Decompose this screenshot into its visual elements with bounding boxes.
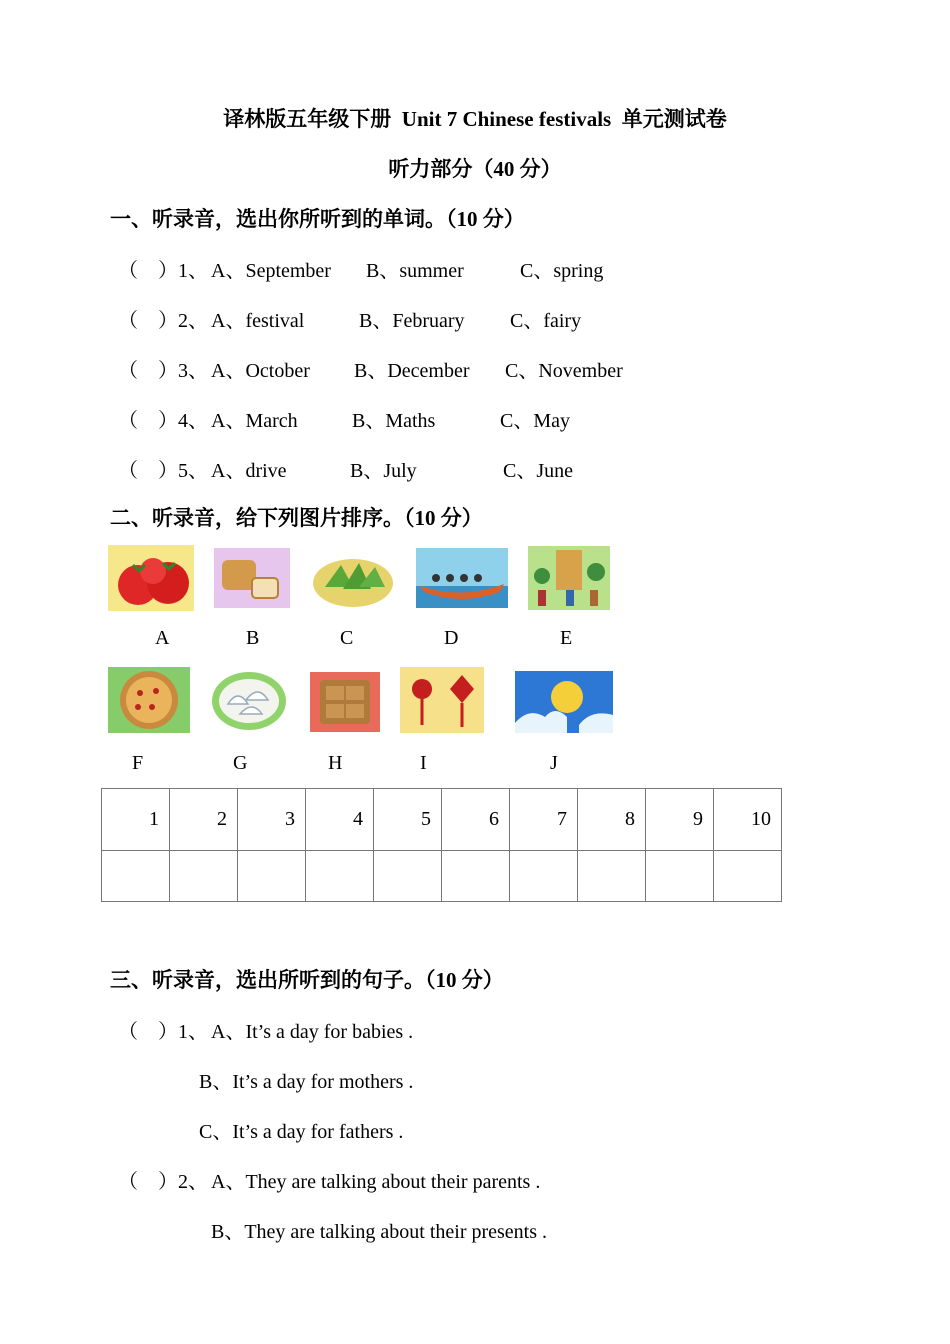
answer-cell[interactable]: [306, 851, 374, 902]
page-subtitle: 听力部分（40 分）: [388, 157, 562, 181]
picture-letter-b: B: [246, 627, 260, 649]
pizza-icon: [108, 667, 190, 733]
q1-option-b: B、summer: [366, 260, 464, 282]
answer-col-9: 9: [646, 789, 714, 851]
s3-q1-option-b: B、It’s a day for mothers .: [199, 1071, 414, 1093]
s3-q2-prefix: （ ）2、: [118, 1171, 208, 1193]
mooncake-icon: [310, 672, 380, 732]
answer-col-1: 1: [102, 789, 170, 851]
section1-heading: 一、听录音，选出你所听到的单词。（10 分）: [110, 207, 525, 231]
answer-cell[interactable]: [646, 851, 714, 902]
q5-option-c: C、June: [503, 460, 573, 482]
q2-option-b: B、February: [359, 310, 465, 332]
answer-col-7: 7: [510, 789, 578, 851]
tomatoes-icon: [108, 545, 194, 611]
family-outing-icon: [528, 546, 610, 610]
q2-option-a: A、festival: [211, 310, 305, 332]
rice-dumplings-icon: [311, 547, 395, 611]
q5-option-a: A、drive: [211, 460, 287, 482]
answer-cell[interactable]: [374, 851, 442, 902]
answer-cell[interactable]: [102, 851, 170, 902]
picture-letter-e: E: [560, 627, 573, 649]
answer-col-6: 6: [442, 789, 510, 851]
picture-letter-i: I: [420, 752, 427, 774]
q4-prefix: （ ）4、: [118, 410, 208, 432]
answer-cell[interactable]: [510, 851, 578, 902]
picture-letter-j: J: [550, 752, 558, 774]
picture-letter-c: C: [340, 627, 354, 649]
dragon-boat-icon: [416, 548, 508, 608]
q4-option-a: A、March: [211, 410, 298, 432]
answer-col-5: 5: [374, 789, 442, 851]
q5-prefix: （ ）5、: [118, 460, 208, 482]
page-title: 译林版五年级下册 Unit 7 Chinese festivals 单元测试卷: [223, 107, 727, 131]
answer-cell[interactable]: [442, 851, 510, 902]
picture-letter-f: F: [132, 752, 144, 774]
answer-cell[interactable]: [714, 851, 782, 902]
q3-option-b: B、December: [354, 360, 470, 382]
moon-icon: [515, 671, 613, 733]
q4-option-b: B、Maths: [352, 410, 436, 432]
section2-heading: 二、听录音，给下列图片排序。（10 分）: [110, 506, 483, 530]
chinese-knot-icon: [400, 667, 484, 733]
answer-table: [101, 788, 782, 902]
q2-option-c: C、fairy: [510, 310, 582, 332]
answer-col-10: 10: [714, 789, 782, 851]
picture-letter-h: H: [328, 752, 343, 774]
q3-option-c: C、November: [505, 360, 623, 382]
q1-option-c: C、spring: [520, 260, 604, 282]
q1-option-a: A、September: [211, 260, 331, 282]
answer-table-header-row: [102, 789, 782, 851]
q4-option-c: C、May: [500, 410, 570, 432]
picture-letter-g: G: [233, 752, 248, 774]
q5-option-b: B、July: [350, 460, 417, 482]
dumplings-icon: [210, 670, 288, 732]
answer-cell[interactable]: [238, 851, 306, 902]
answer-cell[interactable]: [578, 851, 646, 902]
q3-option-a: A、October: [211, 360, 310, 382]
picture-letter-d: D: [444, 627, 459, 649]
answer-col-2: 2: [170, 789, 238, 851]
answer-cell[interactable]: [170, 851, 238, 902]
q1-prefix: （ ）1、: [118, 260, 208, 282]
bread-icon: [214, 548, 290, 608]
answer-col-4: 4: [306, 789, 374, 851]
answer-col-3: 3: [238, 789, 306, 851]
picture-letter-a: A: [155, 627, 170, 649]
q2-prefix: （ ）2、: [118, 310, 208, 332]
answer-table-blank-row: [102, 851, 782, 902]
s3-q1-prefix: （ ）1、: [118, 1021, 208, 1043]
s3-q1-option-c: C、It’s a day for fathers .: [199, 1121, 404, 1143]
s3-q2-option-a: A、They are talking about their parents .: [211, 1171, 541, 1193]
s3-q2-option-b: B、They are talking about their presents .: [211, 1221, 548, 1243]
section3-heading: 三、听录音，选出所听到的句子。（10 分）: [110, 968, 504, 992]
answer-col-8: 8: [578, 789, 646, 851]
q3-prefix: （ ）3、: [118, 360, 208, 382]
s3-q1-option-a: A、It’s a day for babies .: [211, 1021, 414, 1043]
